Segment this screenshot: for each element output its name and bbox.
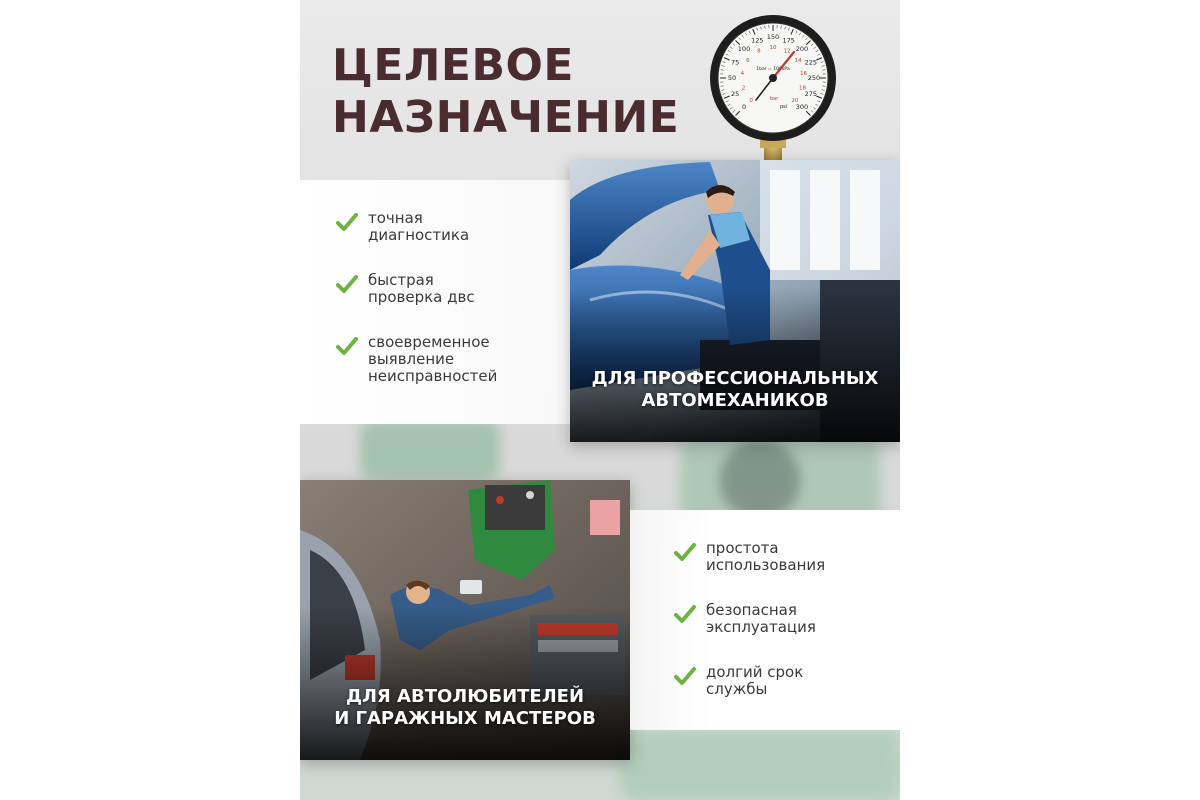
gauge-outer-label: 300 [795, 103, 809, 112]
photo-caption-enthusiast: ДЛЯ АВТОЛЮБИТЕЛЕЙ И ГАРАЖНЫХ МАСТЕРОВ [334, 686, 596, 729]
check-icon [674, 542, 696, 562]
gauge-inner-label: 20 [791, 97, 799, 104]
product-infographic-card [300, 0, 900, 800]
feature-label: быстрая проверка двс [368, 271, 475, 306]
gauge-outer-label: 200 [795, 45, 809, 54]
check-icon [336, 212, 358, 232]
gauge-outer-label: 75 [730, 58, 740, 67]
gauge-outer-label: 150 [766, 33, 780, 42]
check-icon [674, 666, 696, 686]
feature-item [674, 540, 825, 574]
gauge-inner-label: 0 [749, 97, 753, 104]
feature-item [336, 272, 497, 306]
gauge-inner-label: 2 [741, 85, 746, 92]
feature-list-bottom [674, 540, 825, 726]
photo-car-enthusiast [300, 480, 630, 760]
gauge-outer-label: 225 [804, 58, 818, 67]
background-blur-shape [620, 730, 900, 800]
gauge-outer-label: 100 [737, 45, 751, 54]
feature-label: точная диагностика [368, 209, 470, 244]
check-icon [674, 604, 696, 624]
feature-item [674, 602, 825, 636]
gauge-unit-label: 1bar = 100kPa [756, 67, 790, 72]
photo-caption-professional: ДЛЯ ПРОФЕССИОНАЛЬНЫХ АВТОМЕХАНИКОВ [591, 368, 879, 411]
gauge-outer-label: 50 [727, 74, 737, 83]
gauge-outer-label: 0 [741, 103, 747, 112]
photo-professional-mechanic [570, 160, 900, 442]
background-blur-shape [360, 420, 500, 480]
feature-label: безопасная эксплуатация [706, 601, 816, 636]
pressure-gauge-icon [706, 14, 840, 164]
gauge-unit-bar: bar [770, 96, 779, 102]
feature-label: долгий срок службы [706, 663, 804, 698]
check-icon [336, 274, 358, 294]
title-line-2: НАЗНАЧЕНИЕ [332, 92, 680, 143]
gauge-inner-label: 12 [783, 48, 791, 55]
feature-item [336, 210, 497, 244]
gauge-unit-psi: psi [780, 104, 788, 110]
feature-list-top [336, 210, 497, 413]
gauge-outer-label: 125 [751, 36, 764, 45]
gauge-outer-label: 25 [730, 89, 740, 98]
feature-item [336, 334, 497, 385]
feature-label: своевременное выявление неисправностей [368, 333, 498, 385]
gauge-outer-label: 175 [782, 36, 795, 45]
feature-item [674, 664, 825, 698]
gauge-inner-label: 14 [794, 57, 802, 64]
gauge-inner-label: 4 [740, 71, 745, 78]
page-title [332, 40, 679, 144]
title-line-1: ЦЕЛЕВОЕ [332, 40, 574, 91]
check-icon [336, 336, 358, 356]
gauge-inner-label: 10 [769, 45, 777, 51]
background-blur-shape [720, 440, 800, 520]
gauge-outer-label: 275 [804, 89, 818, 98]
gauge-inner-label: 8 [757, 48, 761, 55]
gauge-inner-label: 16 [800, 71, 808, 78]
feature-label: простота использования [706, 539, 826, 574]
gauge-inner-label: 6 [746, 57, 750, 64]
gauge-inner-label: 18 [798, 85, 806, 92]
gauge-outer-label: 250 [807, 74, 821, 83]
